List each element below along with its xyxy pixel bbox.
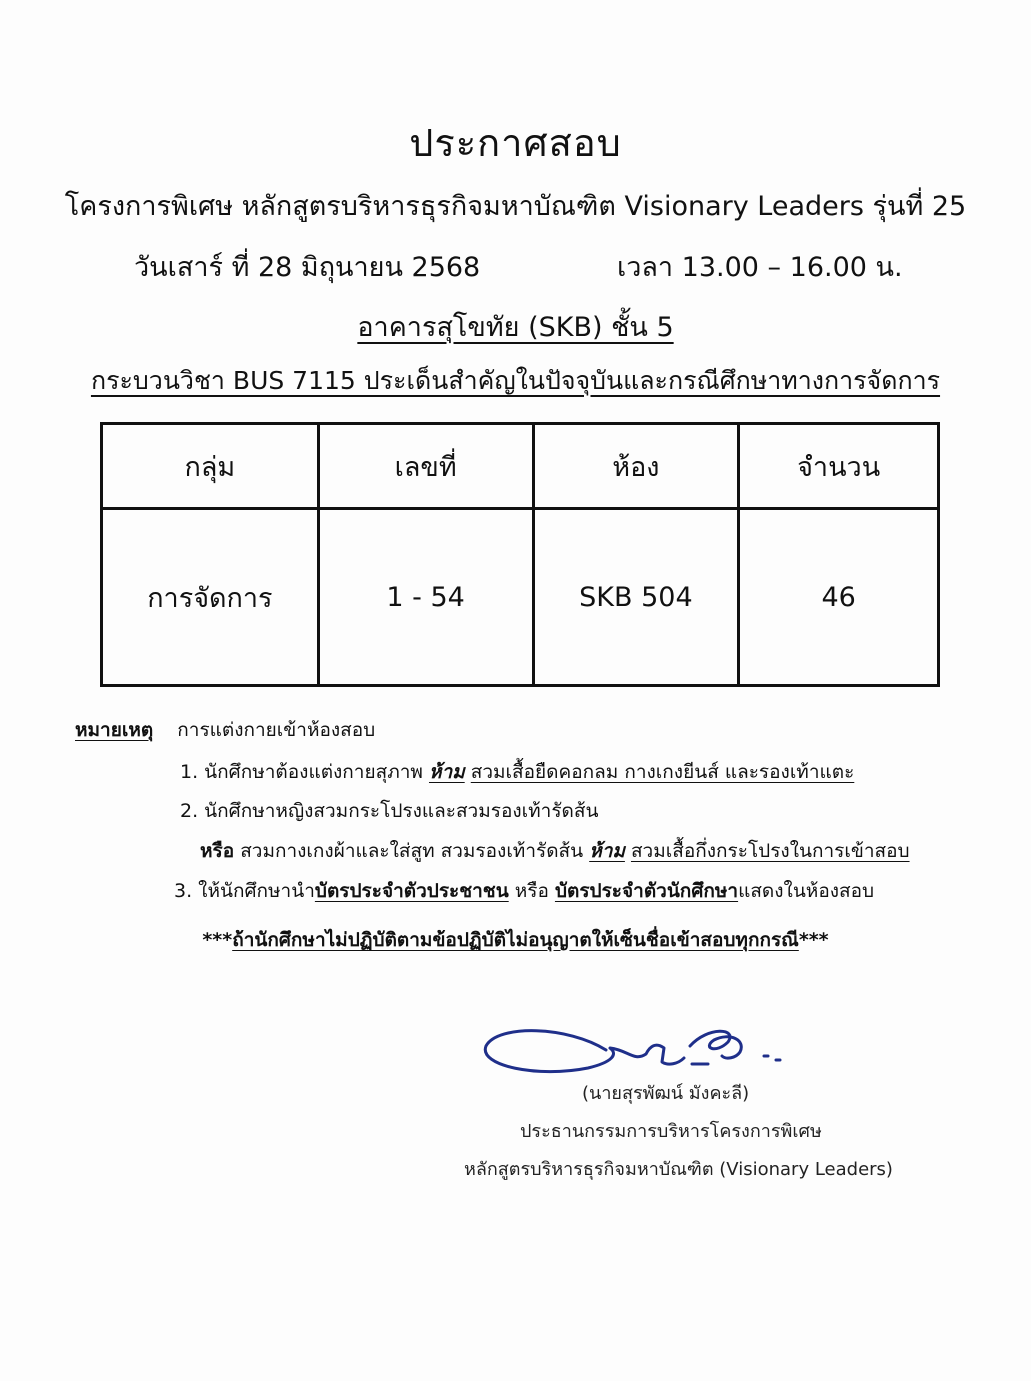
id-card: บัตรประจำตัวประชาชน [314,880,509,902]
page-title: ประกาศสอบ [409,121,622,165]
notes-title: การแต่งกายเข้าห้องสอบ [177,719,376,741]
signature-stroke [485,1031,780,1072]
course-title: กระบวนวิชา BUS 7115 ประเด็นสำคัญในปัจจุบันและกรณีศึกษาทางการจัดการ [90,366,941,395]
exam-building: อาคารสุโขทัย (SKB) ชั้น 5 [357,312,674,343]
program-line: โครงการพิเศษ หลักสูตรบริหารธุรกิจมหาบัณฑิต Visionary Leaders รุ่นที่ 25 [64,191,967,222]
cell-group: การจัดการ [102,509,319,686]
header-number: เลขที่ [318,424,533,509]
cell-room: SKB 504 [533,509,739,686]
table-header-row [102,424,939,509]
prohibit-word: ห้าม [428,761,465,783]
exam-time: เวลา 13.00 – 16.00 น. [617,252,903,283]
notes-label: หมายเหตุ [75,719,154,741]
rule-2-alt: หรือ สวมกางเกงผ้าและใส่สูท สวมรองเท้ารัดส้น ห้าม สวมเสื้อกึ่งกระโปรงในการเข้าสอบ [200,840,910,862]
header-group: กลุ่ม [102,424,319,509]
warning-line: ***ถ้านักศึกษาไม่ปฏิบัติตามข้อปฏิบัติไม่อนุญาตให้เซ็นชื่อเข้าสอบทุกกรณี*** [202,929,829,951]
student-card: บัตรประจำตัวนักศึกษา [554,880,739,902]
header-count: จำนวน [739,424,939,509]
exam-date: วันเสาร์ ที่ 28 มิถุนายน 2568 [134,252,481,283]
header-room: ห้อง [533,424,739,509]
cell-number: 1 - 54 [318,509,533,686]
prohibit-word: ห้าม [589,840,625,862]
table-row [102,509,939,686]
signature-image [478,1018,798,1082]
rule-1: 1. นักศึกษาต้องแต่งกายสุภาพ ห้าม สวมเสื้อยืดคอกลม กางเกงยีนส์ และรองเท้าแตะ [180,761,855,783]
signer-position: ประธานกรรมการบริหารโครงการพิเศษ [520,1121,822,1142]
notes-heading [75,715,375,745]
signer-name: (นายสุรพัฒน์ มังคะลี) [582,1083,750,1104]
signer-program: หลักสูตรบริหารธุรกิจมหาบัณฑิต (Visionary Leaders) [464,1159,893,1180]
cell-count: 46 [739,509,939,686]
rule-3: 3. ให้นักศึกษานำบัตรประจำตัวประชาชน หรือ บัตรประจำตัวนักศึกษาแสดงในห้องสอบ [174,880,875,902]
rule-2: 2. นักศึกษาหญิงสวมกระโปรงและสวมรองเท้ารัดส้น [180,800,599,822]
exam-table [100,422,940,687]
